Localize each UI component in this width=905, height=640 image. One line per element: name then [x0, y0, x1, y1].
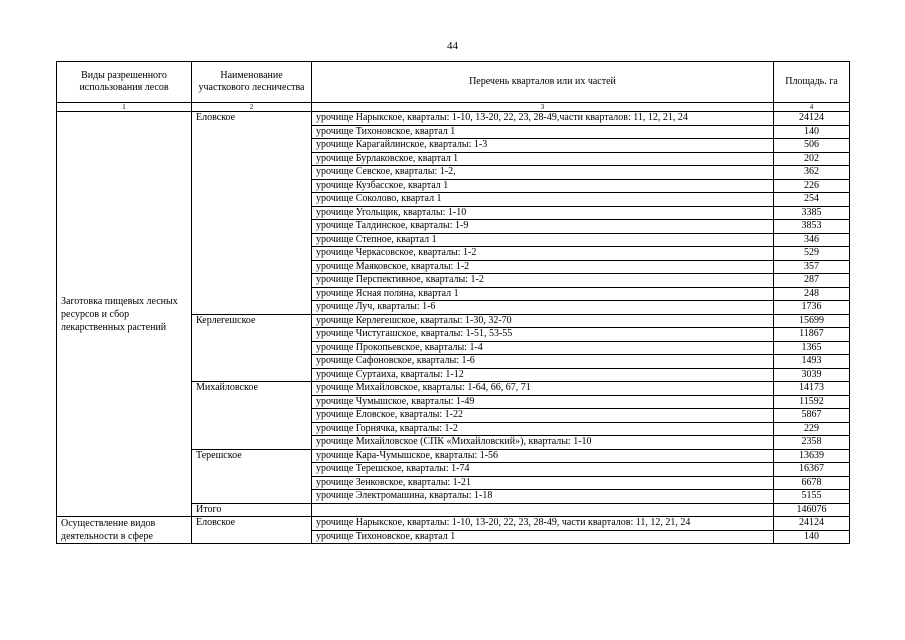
column-number: 2	[192, 103, 312, 112]
column-number: 3	[312, 103, 774, 112]
quarters-cell: урочище Соколово, квартал 1	[312, 193, 774, 207]
area-cell: 3385	[774, 206, 850, 220]
area-cell: 16367	[774, 463, 850, 477]
quarters-cell: урочище Карагайлинское, кварталы: 1-3	[312, 139, 774, 153]
area-cell: 229	[774, 422, 850, 436]
quarters-cell: урочище Еловское, кварталы: 1-22	[312, 409, 774, 423]
area-cell: 13639	[774, 449, 850, 463]
total-empty-cell	[312, 503, 774, 517]
area-cell: 14173	[774, 382, 850, 396]
area-cell: 15699	[774, 314, 850, 328]
forest-use-table	[56, 61, 850, 544]
area-cell: 1736	[774, 301, 850, 315]
area-cell: 254	[774, 193, 850, 207]
quarters-cell: урочище Михайловское, кварталы: 1-64, 66, 67, 71	[312, 382, 774, 396]
area-cell: 529	[774, 247, 850, 261]
column-number-row	[57, 103, 850, 112]
quarters-cell: урочище Чистугашское, кварталы: 1-51, 53-55	[312, 328, 774, 342]
quarters-cell: урочище Тихоновское, квартал 1	[312, 530, 774, 544]
quarters-cell: урочище Черкасовское, кварталы: 1-2	[312, 247, 774, 261]
use-type-cell: Заготовка пищевых лесных ресурсов и сбор лекарственных растений	[57, 112, 192, 517]
quarters-cell: урочище Электромашина, кварталы: 1-18	[312, 490, 774, 504]
quarters-cell: урочище Луч, кварталы: 1-6	[312, 301, 774, 315]
quarters-cell: урочище Керлегешское, кварталы: 1-30, 32-70	[312, 314, 774, 328]
forestry-cell: Терешское	[192, 449, 312, 503]
quarters-cell: урочище Зенковское, кварталы: 1-21	[312, 476, 774, 490]
column-number: 4	[774, 103, 850, 112]
header-use-type: Виды разрешенного использования лесов	[57, 62, 192, 103]
quarters-cell: урочище Бурлаковское, квартал 1	[312, 152, 774, 166]
total-label: Итого	[192, 503, 312, 517]
quarters-cell: урочище Маяковское, кварталы: 1-2	[312, 260, 774, 274]
quarters-cell: урочище Суртаиха, кварталы: 1-12	[312, 368, 774, 382]
area-cell: 1365	[774, 341, 850, 355]
header-forestry: Наименование участкового лесничества	[192, 62, 312, 103]
area-cell: 3039	[774, 368, 850, 382]
header-quarters: Перечень кварталов или их частей	[312, 62, 774, 103]
table-row	[57, 112, 850, 126]
table-row	[57, 517, 850, 531]
quarters-cell: урочище Чумышское, кварталы: 1-49	[312, 395, 774, 409]
area-cell: 226	[774, 179, 850, 193]
quarters-cell: урочище Степное, квартал 1	[312, 233, 774, 247]
quarters-cell: урочище Михайловское (СПК «Михайловский»), кварталы: 1-10	[312, 436, 774, 450]
area-cell: 5867	[774, 409, 850, 423]
quarters-cell: урочище Угольщик, кварталы: 1-10	[312, 206, 774, 220]
quarters-cell: урочище Нарыкское, кварталы: 1-10, 13-20, 22, 23, 28-49, части кварталов: 11, 12, 21, 24	[312, 517, 774, 531]
use-type-cell: Осуществление видов деятельности в сфере	[57, 517, 192, 544]
area-cell: 140	[774, 530, 850, 544]
area-cell: 11867	[774, 328, 850, 342]
area-cell: 2358	[774, 436, 850, 450]
quarters-cell: урочище Горнячка, кварталы: 1-2	[312, 422, 774, 436]
area-cell: 11592	[774, 395, 850, 409]
area-cell: 346	[774, 233, 850, 247]
quarters-cell: урочище Талдинское, кварталы: 1-9	[312, 220, 774, 234]
area-cell: 24124	[774, 112, 850, 126]
area-cell: 202	[774, 152, 850, 166]
total-area: 146076	[774, 503, 850, 517]
area-cell: 287	[774, 274, 850, 288]
area-cell: 1493	[774, 355, 850, 369]
quarters-cell: урочище Кузбасское, квартал 1	[312, 179, 774, 193]
column-number: 1	[57, 103, 192, 112]
area-cell: 24124	[774, 517, 850, 531]
quarters-cell: урочище Тихоновское, квартал 1	[312, 125, 774, 139]
area-cell: 5155	[774, 490, 850, 504]
table-body	[57, 103, 850, 544]
forestry-cell: Еловское	[192, 517, 312, 544]
quarters-cell: урочище Нарыкское, кварталы: 1-10, 13-20, 22, 23, 28-49,части кварталов: 11, 12, 21, 24	[312, 112, 774, 126]
forestry-cell: Еловское	[192, 112, 312, 315]
quarters-cell: урочище Ясная поляна, квартал 1	[312, 287, 774, 301]
forestry-cell: Михайловское	[192, 382, 312, 450]
quarters-cell: урочище Севское, кварталы: 1-2,	[312, 166, 774, 180]
area-cell: 6678	[774, 476, 850, 490]
area-cell: 357	[774, 260, 850, 274]
area-cell: 140	[774, 125, 850, 139]
header-row	[57, 62, 850, 103]
area-cell: 362	[774, 166, 850, 180]
quarters-cell: урочище Терешское, кварталы: 1-74	[312, 463, 774, 477]
page-number: 44	[447, 40, 458, 52]
area-cell: 506	[774, 139, 850, 153]
quarters-cell: урочище Сафоновское, кварталы: 1-6	[312, 355, 774, 369]
area-cell: 248	[774, 287, 850, 301]
area-cell: 3853	[774, 220, 850, 234]
quarters-cell: урочище Кара-Чумышское, кварталы: 1-56	[312, 449, 774, 463]
quarters-cell: урочище Прокопьевское, кварталы: 1-4	[312, 341, 774, 355]
header-area: Площадь. га	[774, 62, 850, 103]
quarters-cell: урочище Перспективное, кварталы: 1-2	[312, 274, 774, 288]
forestry-cell: Керлегешское	[192, 314, 312, 382]
